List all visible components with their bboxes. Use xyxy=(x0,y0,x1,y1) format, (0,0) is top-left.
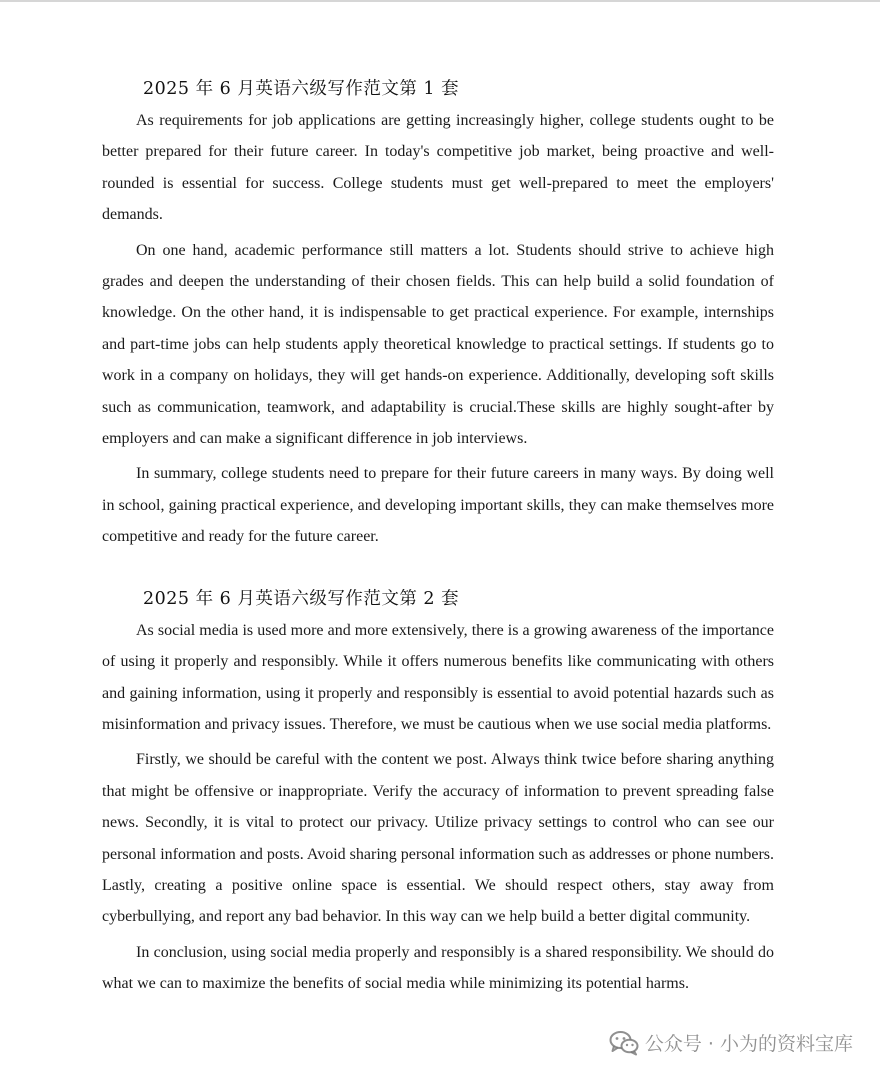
top-border-line xyxy=(0,0,880,2)
essay-section-1 xyxy=(102,73,774,553)
essay-1-paragraph-1: As requirements for job applications are getting increasingly higher, college students ought to be better prepared for their future career. In today's competitive job market, being proactive and well-rounded is essential for success. College students must get well-prepared to meet the employers' demands. xyxy=(102,112,774,224)
essay-title-1: 2025 年 6 月英语六级写作范文第 1 套 xyxy=(143,79,460,99)
wechat-icon xyxy=(609,1030,639,1056)
essay-1-paragraph-2: On one hand, academic performance still matters a lot. Students should strive to achieve high grades and deepen the understanding of their chosen fields. This can help build a solid foundation of knowledge. On the other hand, it is indispensable to get practical experience. For example, internships and part-time jobs can help students apply theoretical knowledge to practical settings. If students go to work in a company on holidays, they will get hands-on experience. Additionally, developing soft skills such as communication, teamwork, and adaptability is crucial.These skills are highly sought-after by employers and can make a significant difference in job interviews. xyxy=(102,241,774,448)
essay-2-paragraph-1: As social media is used more and more extensively, there is a growing awareness of the importance of using it properly and responsibly. While it offers numerous benefits like communicating with others and gaining information, using it properly and responsibly is essential to avoid potential hazards such as misinformation and privacy issues. Therefore, we must be cautious when we use social media platforms. xyxy=(102,621,774,733)
watermark-text: 公众号 · 小为的资料宝库 xyxy=(644,1033,853,1055)
essay-2-paragraph-2: Firstly, we should be careful with the content we post. Always think twice before sharing anything that might be offensive or inappropriate. Verify the accuracy of information to prevent spreading false news. Secondly, it is vital to protect our privacy. Utilize privacy settings to control who can see our personal information and posts. Avoid sharing personal information such as addresses or phone numbers. Lastly, creating a positive online space is essential. We should respect others, stay away from cyberbullying, and report any bad behavior. In this way can we help build a better digital community. xyxy=(102,751,775,926)
essay-section-2 xyxy=(102,583,774,1000)
essay-2-paragraph-3: In conclusion, using social media properly and responsibly is a shared responsibility. We should do what we can to maximize the benefits of social media while minimizing its potential harms. xyxy=(102,943,774,993)
wechat-watermark xyxy=(609,1029,853,1056)
essay-title-2: 2025 年 6 月英语六级写作范文第 2 套 xyxy=(143,588,460,609)
essay-1-paragraph-3: In summary, college students need to prepare for their future careers in many ways. By doing well in school, gaining practical experience, and developing important skills, they can make themselves more competitive and ready for the future career. xyxy=(102,465,774,546)
document-body xyxy=(102,73,774,1000)
